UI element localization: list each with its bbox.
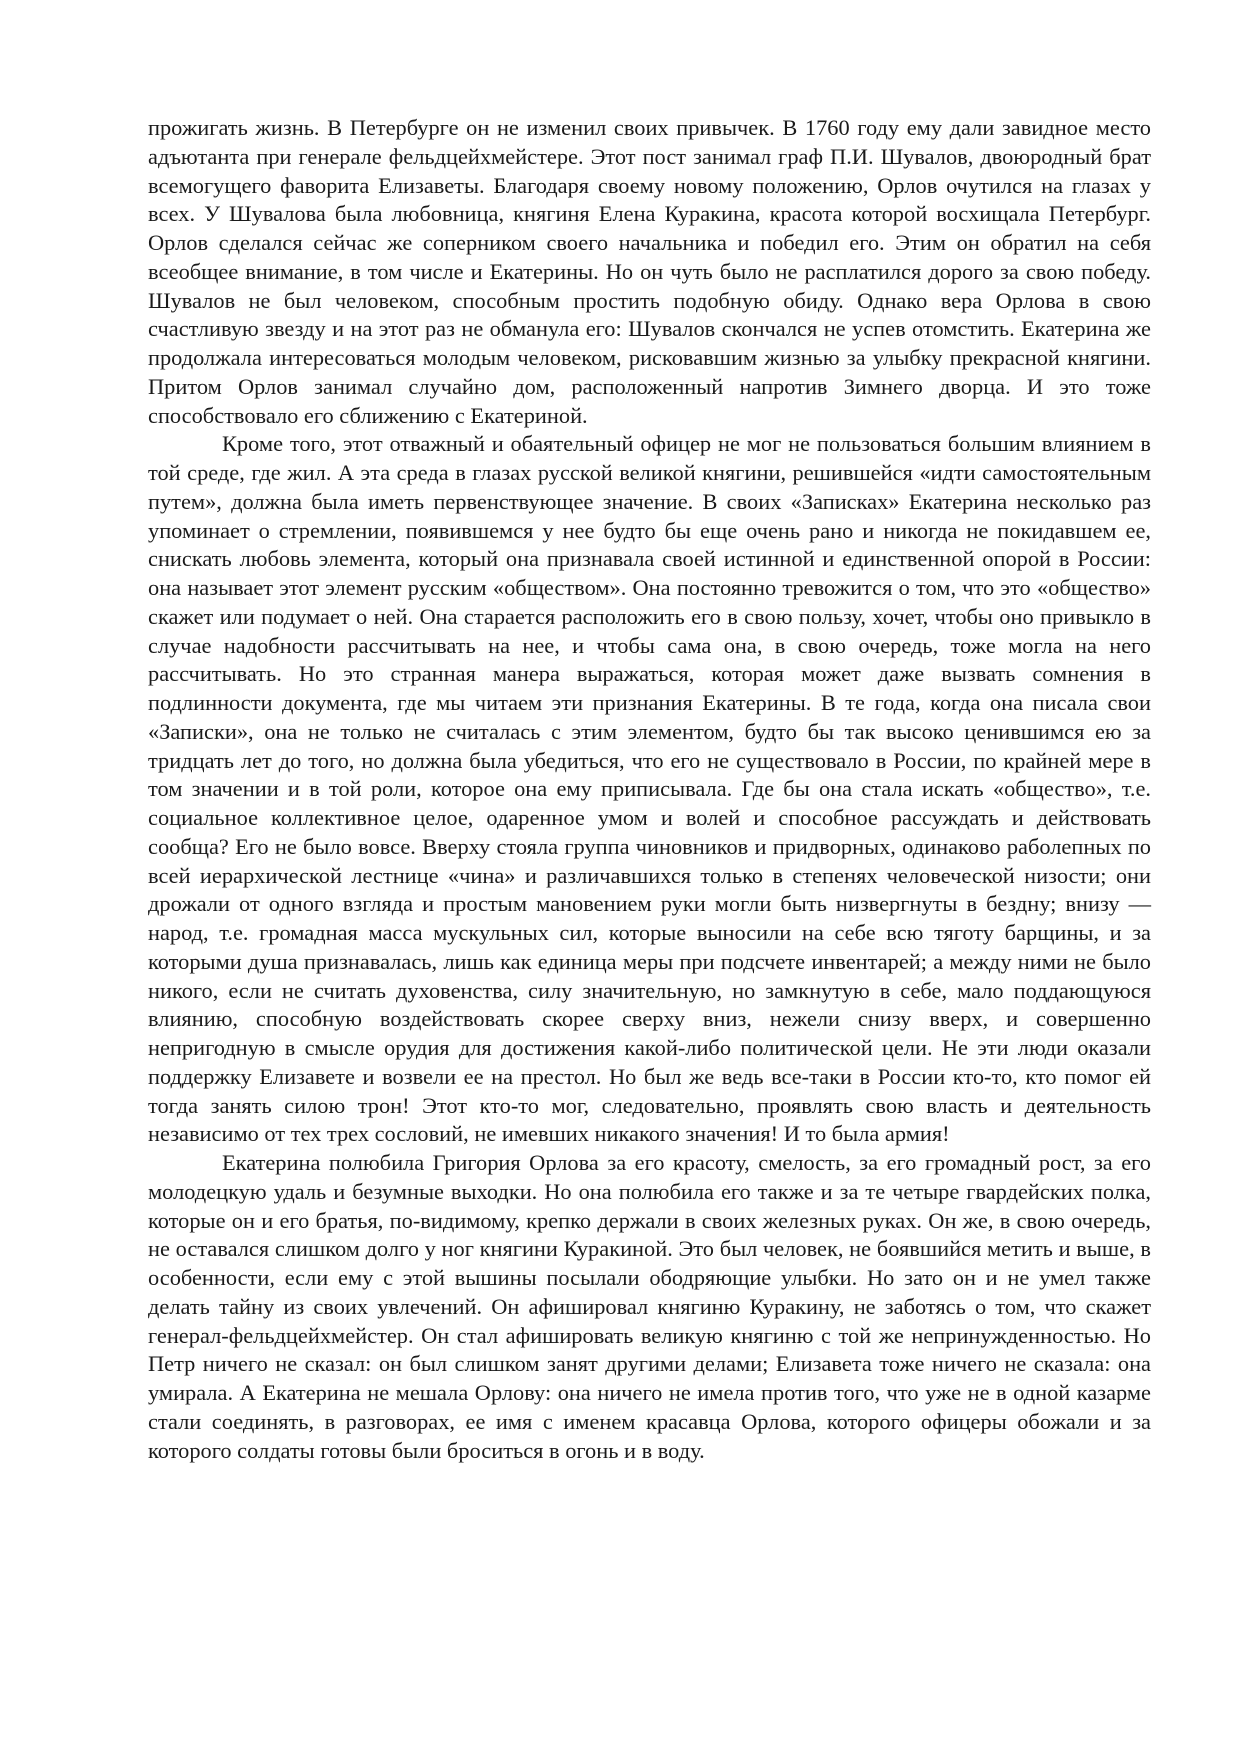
paragraph-3: Екатерина полюбила Григория Орлова за его красоту, смелость, за его громадный рост, за его молодецкую удаль и безумные выходки. Но она полюбила его также и за те четыре гвардейских полка, которые он и его братья, по-видимому, крепко держали в своих железных руках. Он же, в свою очередь, не оставался слишком долго у ног княгини Куракиной. Это был человек, не боявшийся метить и выше, в особенности, если ему с этой вышины посылали ободряющие улыбки. Но зато он и не умел также делать тайну из своих увлечений. Он афишировал княгиню Куракину, не заботясь о том, что скажет генерал-фельдцейхмейстер. Он стал афишировать великую княгиню с той же непринужденностью. Но Петр ничего не сказал: он был слишком занят другими делами; Елизавета тоже ничего не сказала: она умирала. А Екатерина не мешала Орлову: она ничего не имела против того, что уже не в одной казарме стали соединять, в разговорах, ее имя с именем красавца Орлова, которого офицеры обожали и за которого солдаты готовы были броситься в огонь и в воду.: [148, 1150, 1151, 1463]
document-page: [148, 114, 1151, 1465]
paragraph-1: прожигать жизнь. В Петербурге он не изменил своих привычек. В 1760 году ему дали завидное место адъютанта при генерале фельдцейхмейстере. Этот пост занимал граф П.И. Шувалов, двоюродный брат всемогущего фаворита Елизаветы. Благодаря своему новому положению, Орлов очутился на глазах у всех. У Шувалова была любовница, княгиня Елена Куракина, красота которой восхищала Петербург. Орлов сделался сейчас же соперником своего начальника и победил его. Этим он обратил на себя всеобщее внимание, в том числе и Екатерины. Но он чуть было не расплатился дорого за свою победу. Шувалов не был человеком, способным простить подобную обиду. Однако вера Орлова в свою счастливую звезду и на этот раз не обманула его: Шувалов скончался не успев отомстить. Екатерина же продолжала интересоваться молодым человеком, рисковавшим жизнью за улыбку прекрасной княгини. Притом Орлов занимал случайно дом, расположенный напротив Зимнего дворца. И это тоже способствовало его сближению с Екатериной.: [148, 115, 1151, 428]
paragraph-2: Кроме того, этот отважный и обаятельный офицер не мог не пользоваться большим влиянием в той среде, где жил. А эта среда в глазах русской великой княгини, решившейся «идти самостоятельным путем», должна была иметь первенствующее значение. В своих «Записках» Екатерина несколько раз упоминает о стремлении, появившемся у нее будто бы еще очень рано и никогда не покидавшем ее, снискать любовь элемента, который она признавала своей истинной и единственной опорой в России: она называет этот элемент русским «обществом». Она постоянно тревожится о том, что это «общество» скажет или подумает о ней. Она старается расположить его в свою пользу, хочет, чтобы оно привыкло в случае надобности рассчитывать на нее, и чтобы сама она, в свою очередь, тоже могла на него рассчитывать. Но это странная манера выражаться, которая может даже вызвать сомнения в подлинности документа, где мы читаем эти признания Екатерины. В те года, когда она писала свои «Записки», она не только не считалась с этим элементом, будто бы так высоко ценившимся ею за тридцать лет до того, но должна была убедиться, что его не существовало в России, по крайней мере в том значении и в той роли, которое она ему приписывала. Где бы она стала искать «общество», т.е. социальное коллективное целое, одаренное умом и волей и способное рассуждать и действовать сообща? Его не было вовсе. Вверху стояла группа чиновников и придворных, одинаково раболепных по всей иерархической лестнице «чина» и различавшихся только в степенях человеческой низости; они дрожали от одного взгляда и простым мановением руки могли быть низвергнуты в бездну; внизу — народ, т.е. громадная масса мускульных сил, которые выносили на себе всю тяготу барщины, и за которыми душа признавалась, лишь как единица меры при подсчете инвентарей; а между ними не было никого, если не считать духовенства, силу значительную, но замкнутую в себе, мало поддающуюся влиянию, способную воздействовать скорее сверху вниз, нежели снизу вверх, и совершенно непригодную в смысле орудия для достижения какой-либо политической цели. Не эти люди оказали поддержку Елизавете и возвели ее на престол. Но был же ведь все-таки в России кто-то, кто помог ей тогда занять силою трон! Этот кто-то мог, следовательно, проявлять свою власть и деятельность независимо от тех трех сословий, не имевших никакого значения! И то была армия!: [148, 431, 1151, 1147]
